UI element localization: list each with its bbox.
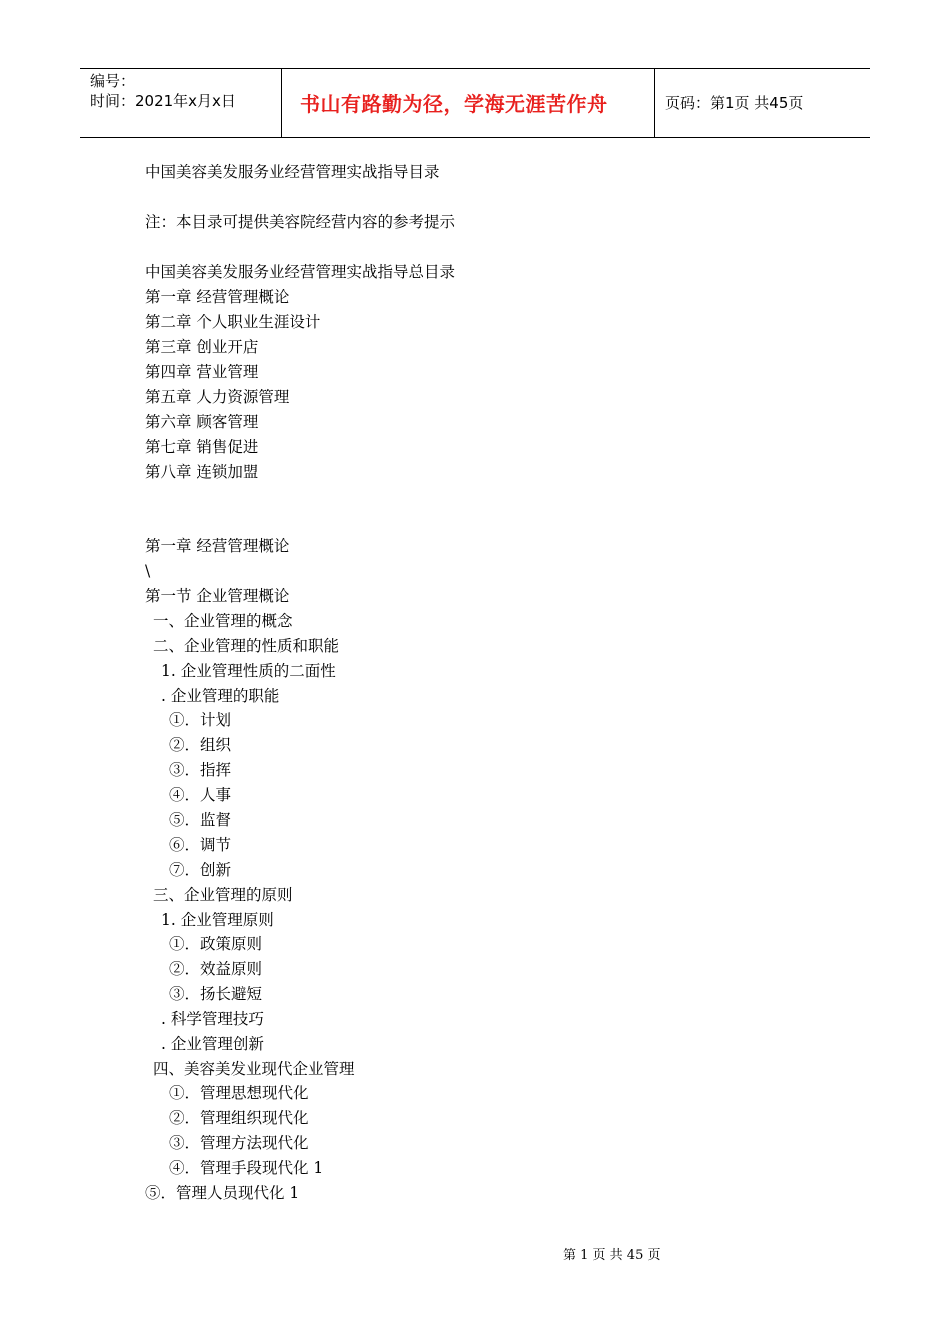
toc-item-chapter-8: 第八章 连锁加盟 [145, 463, 259, 481]
header-page-cell [655, 69, 870, 137]
toc-heading: 中国美容美发服务业经营管理实战指导总目录 [145, 263, 456, 281]
toc-item-chapter-5: 第五章 人力资源管理 [145, 388, 290, 406]
header-meta-cell [80, 69, 282, 137]
page-footer: 第 1 页 共 45 页 [563, 1248, 661, 1263]
outline-item: . 企业管理的职能 [161, 687, 280, 705]
outline-subitem: ④．管理手段现代化 1 [169, 1159, 324, 1177]
outline-item: . 科学管理技巧 [161, 1010, 264, 1028]
outline-subitem: ①．政策原则 [169, 935, 263, 953]
toc-item-chapter-4: 第四章 营业管理 [145, 363, 259, 381]
outline-item: . 企业管理创新 [161, 1035, 264, 1053]
outline-item: 1. 企业管理原则 [161, 911, 274, 929]
document-number-label: 编号： [90, 72, 136, 90]
doc-title: 中国美容美发服务业经营管理实战指导目录 [145, 163, 440, 181]
outline-subitem: ⑥．调节 [169, 836, 232, 854]
outline-item: 二、企业管理的性质和职能 [153, 637, 340, 655]
toc-item-chapter-6: 第六章 顾客管理 [145, 413, 259, 431]
toc-item-chapter-3: 第三章 创业开店 [145, 338, 259, 356]
outline-subitem: ③．管理方法现代化 [169, 1134, 309, 1152]
outline-item: 1. 企业管理性质的二面性 [161, 662, 336, 680]
outline-item: 三、企业管理的原则 [153, 886, 293, 904]
outline-subitem: ②．管理组织现代化 [169, 1109, 309, 1127]
chapter-heading: 第一章 经营管理概论 [145, 537, 290, 555]
header-page-info: 页码：第1页 共45页 [665, 94, 804, 112]
backslash-line: \ [145, 562, 151, 580]
toc-item-chapter-1: 第一章 经营管理概论 [145, 288, 290, 306]
page-header [80, 68, 870, 138]
outline-subitem: ③．扬长避短 [169, 985, 263, 1003]
outline-subitem: ④．人事 [169, 786, 232, 804]
outline-subitem: ②．组织 [169, 736, 232, 754]
header-motto: 书山有路勤为径，学海无涯苦作舟 [300, 92, 608, 116]
section-heading: 第一节 企业管理概论 [145, 587, 290, 605]
document-time-label: 时间：2021年x月x日 [90, 92, 236, 110]
outline-subitem: ③．指挥 [169, 761, 232, 779]
outline-subitem: ⑤．监督 [169, 811, 232, 829]
header-motto-cell [282, 69, 655, 137]
outline-subitem: ②．效益原则 [169, 960, 263, 978]
doc-note: 注：本目录可提供美容院经营内容的参考提示 [145, 213, 456, 231]
outline-item: 四、美容美发业现代企业管理 [153, 1060, 355, 1078]
outline-subitem: ①．计划 [169, 711, 232, 729]
outline-subitem: ⑤．管理人员现代化 1 [145, 1184, 300, 1202]
toc-item-chapter-2: 第二章 个人职业生涯设计 [145, 313, 321, 331]
outline-subitem: ⑦．创新 [169, 861, 232, 879]
outline-subitem: ①．管理思想现代化 [169, 1084, 309, 1102]
outline-item: 一、企业管理的概念 [153, 612, 293, 630]
toc-item-chapter-7: 第七章 销售促进 [145, 438, 259, 456]
